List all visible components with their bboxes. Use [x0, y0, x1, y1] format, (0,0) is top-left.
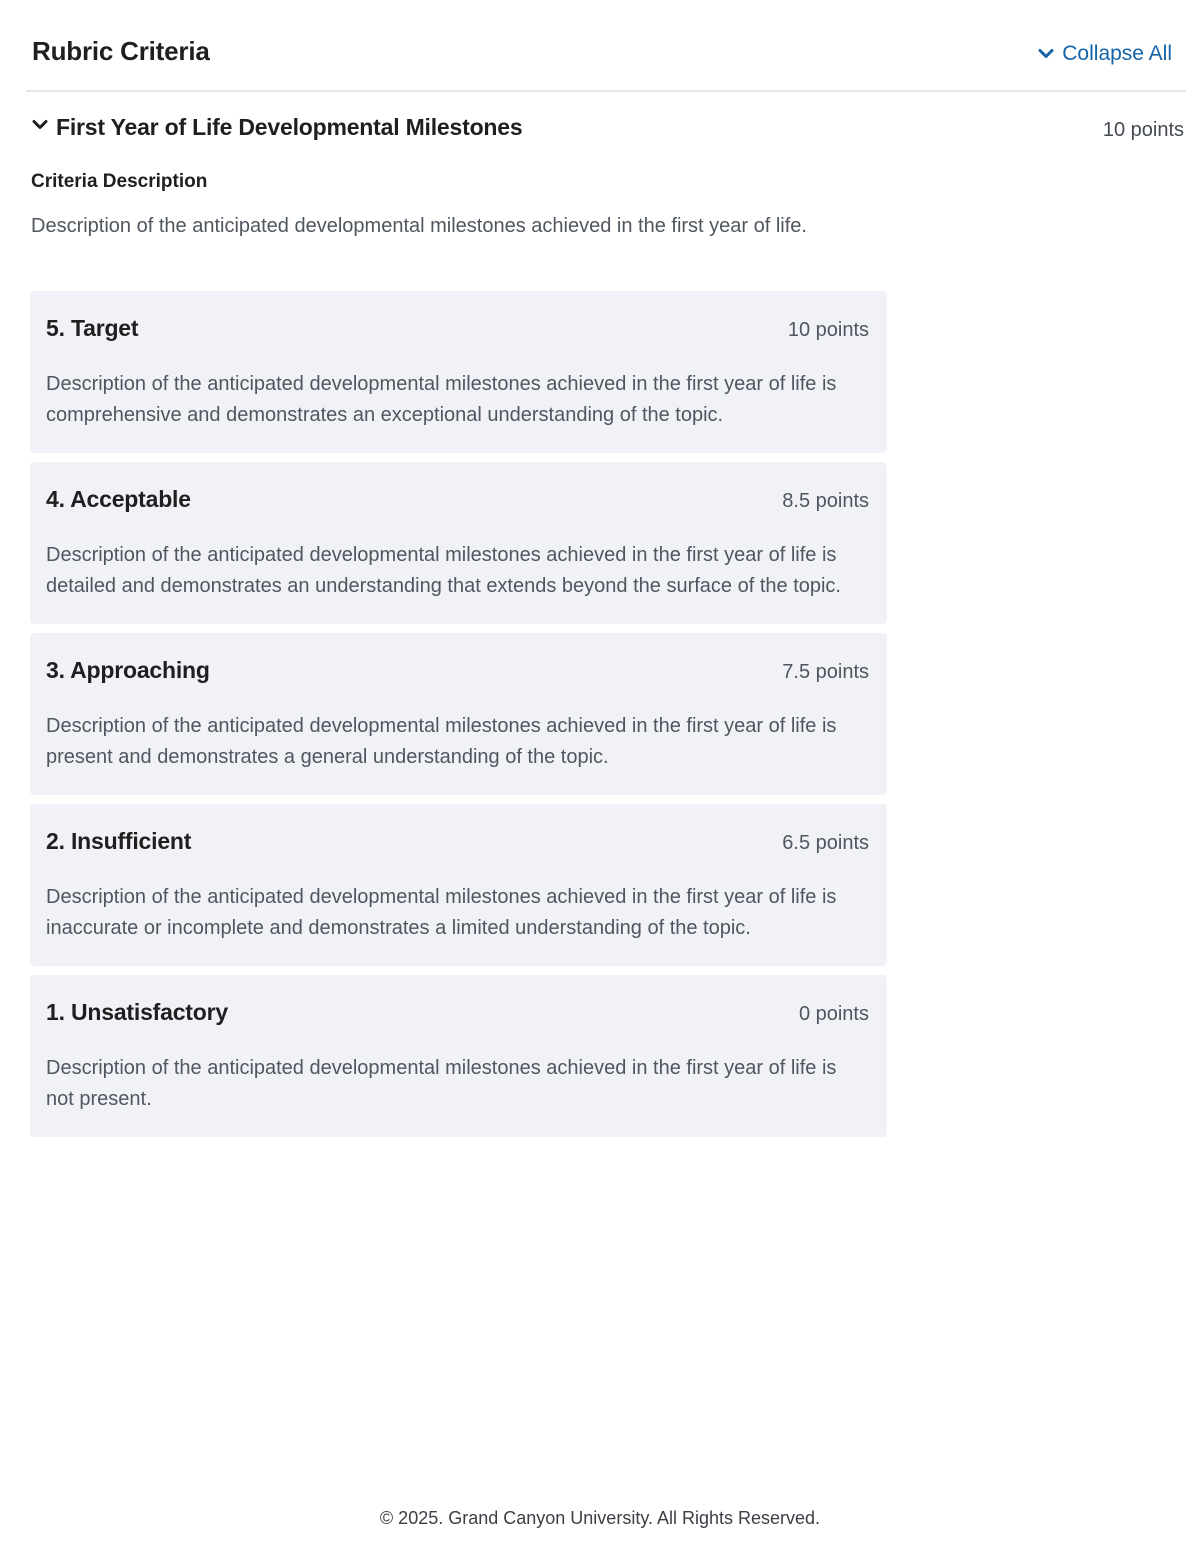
level-description: Description of the anticipated developmental milestones achieved in the first year of life is present and demonstrates a general understanding of the topic. — [46, 715, 837, 768]
level-title: 5. Target — [46, 315, 139, 341]
footer-copyright: © 2025. Grand Canyon University. All Rights Reserved. — [379, 1508, 821, 1528]
chevron-down-icon — [1038, 48, 1054, 60]
criterion-toggle[interactable] — [30, 114, 522, 141]
collapse-all-button[interactable] — [1038, 42, 1172, 66]
level-description: Description of the anticipated developmental milestones achieved in the first year of life is not present. — [46, 1057, 837, 1110]
level-card-approaching — [30, 633, 887, 795]
collapse-all-label: Collapse All — [1062, 42, 1172, 65]
criteria-description-label: Criteria Description — [31, 171, 208, 192]
level-points: 6.5 points — [782, 832, 869, 854]
rubric-levels — [30, 291, 887, 1146]
level-card-unsatisfactory — [30, 975, 887, 1137]
level-description: Description of the anticipated developmental milestones achieved in the first year of life is detailed and demonstrates an understanding that extends beyond the surface of the topic. — [46, 544, 841, 597]
level-points: 0 points — [798, 1003, 869, 1025]
page-header — [26, 28, 1186, 92]
level-title: 3. Approaching — [46, 657, 210, 683]
level-points: 10 points — [787, 319, 869, 341]
level-title: 2. Insufficient — [46, 828, 192, 854]
criterion-title: First Year of Life Developmental Milestones — [56, 114, 523, 140]
criterion-header — [30, 114, 1186, 146]
page-title: Rubric Criteria — [32, 36, 210, 66]
level-card-acceptable — [30, 462, 887, 624]
level-title: 4. Acceptable — [46, 486, 191, 512]
criterion-points: 10 points — [1102, 119, 1184, 141]
level-points: 8.5 points — [782, 490, 869, 512]
level-description: Description of the anticipated developmental milestones achieved in the first year of life is inaccurate or incomplete and demonstrates a limited understanding of the topic. — [46, 886, 837, 939]
level-card-target — [30, 291, 887, 453]
level-points: 7.5 points — [782, 661, 869, 683]
level-description: Description of the anticipated developmental milestones achieved in the first year of life is comprehensive and demonstrates an exceptional understanding of the topic. — [46, 373, 837, 426]
chevron-down-icon — [30, 118, 50, 137]
level-title: 1. Unsatisfactory — [46, 999, 228, 1025]
level-card-insufficient — [30, 804, 887, 966]
criteria-description: Description of the anticipated developmental milestones achieved in the first year of life. — [31, 215, 807, 237]
